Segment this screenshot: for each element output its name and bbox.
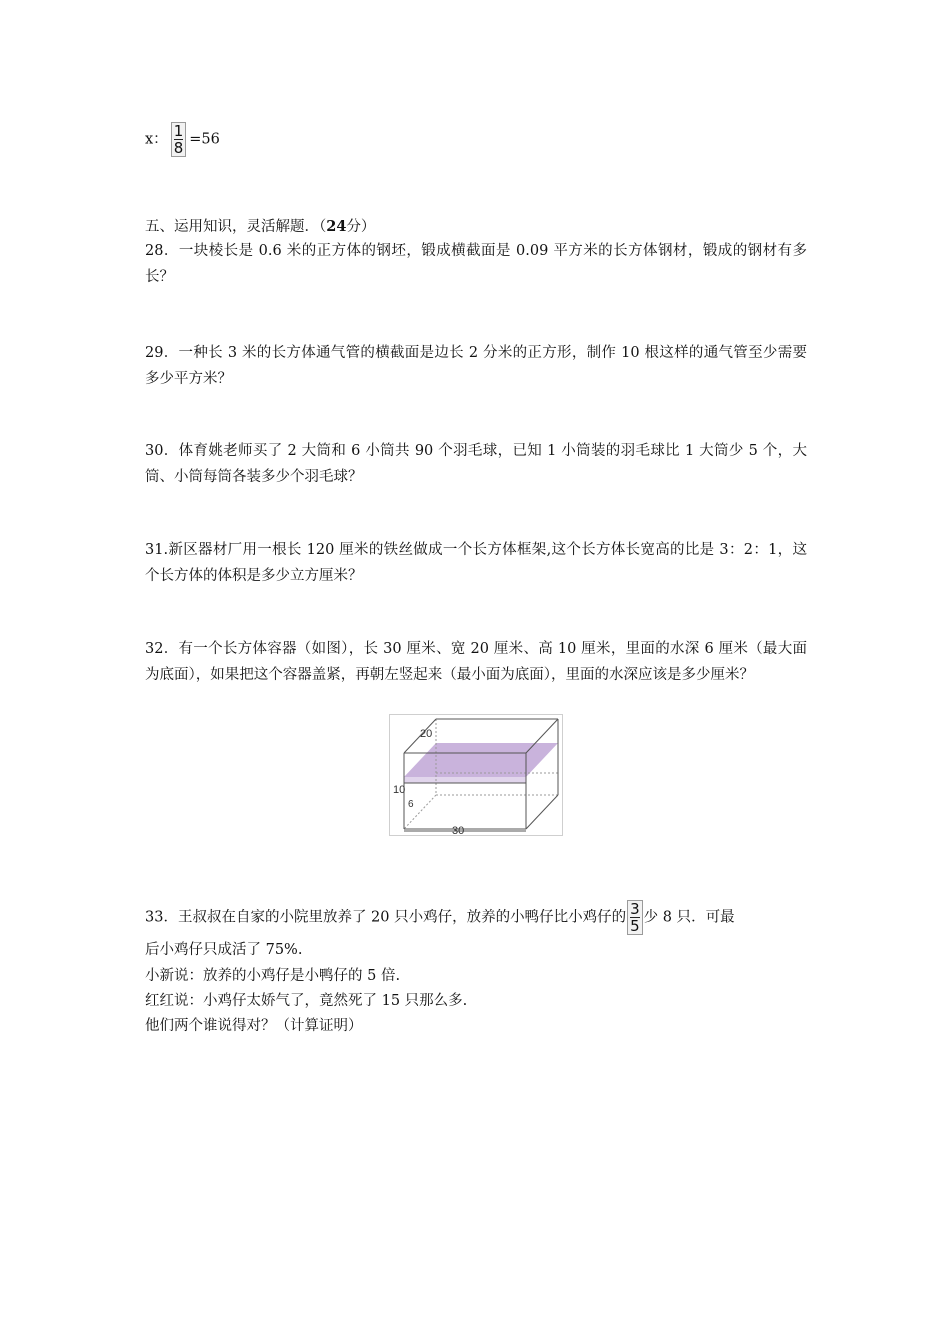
length-label: 30 [452,825,465,835]
question-33-line-5: 他们两个谁说得对？（计算证明） [145,1018,363,1034]
question-31: 31.新区器材厂用一根长 120 厘米的铁丝做成一个长方体框架,这个长方体长宽高的比是 3：2：1，这个长方体的体积是多少立方厘米？ [145,542,807,584]
question-33-line-2: 后小鸡仔只成活了 75%. [145,942,303,958]
question-28: 28．一块棱长是 0.6 米的正方体的钢坯，锻成横截面是 0.09 平方米的长方体钢材，锻成的钢材有多长？ [145,243,807,285]
cuboid-diagram [390,715,562,835]
q27-fraction-numerator: 1 [173,122,184,140]
section-5-tail: 分） [346,219,376,235]
q33-fraction [627,900,643,935]
q33-text-b: 少 8 只．可最 [643,909,735,926]
question-32: 32．有一个长方体容器（如图），长 30 厘米、宽 20 厘米、高 10 厘米，里面的水深 6 厘米（最大面为底面），如果把这个容器盖紧，再朝左竖起来（最小面为底面），里面的水深应该是多少厘米？ [145,641,807,683]
question-33-line-3: 小新说：放养的小鸡仔是小鸭仔的 5 倍. [145,968,401,984]
q33-text-a: 33．王叔叔在自家的小院里放养了 20 只小鸡仔，放养的小鸭仔比小鸡仔的 [145,909,627,926]
q33-fraction-numerator: 3 [630,900,640,918]
q27-equation [145,122,220,157]
height-label: 10 [393,784,406,796]
section-5-score: 24 [326,218,347,235]
question-30: 30．体育姚老师买了 2 大筒和 6 小筒共 90 个羽毛球，已知 1 小筒装的羽毛球比 1 大筒少 5 个，大筒、小筒每筒各装多少个羽毛球？ [145,443,807,485]
width-label: 20 [420,728,433,740]
section-5-head: 五、运用知识，灵活解题．（ [145,219,327,235]
water-front-face [404,777,526,783]
q27-fraction-denominator: 8 [173,139,184,157]
q27-prefix: x： [145,131,168,148]
section-5-heading [145,217,375,237]
q27-suffix: =56 [189,131,220,148]
question-33-line-4: 红红说：小鸡仔太娇气了，竟然死了 15 只那么多. [145,993,468,1009]
q33-fraction-denominator: 5 [630,917,640,935]
container-figure [389,714,563,836]
question-33-line-1 [145,900,735,935]
q27-fraction [171,122,187,157]
depth-label: 6 [408,799,414,810]
question-29: 29．一种长 3 米的长方体通气管的横截面是边长 2 分米的正方形，制作 10 根这样的通气管至少需要多少平方米？ [145,345,807,387]
water-surface [404,743,558,777]
